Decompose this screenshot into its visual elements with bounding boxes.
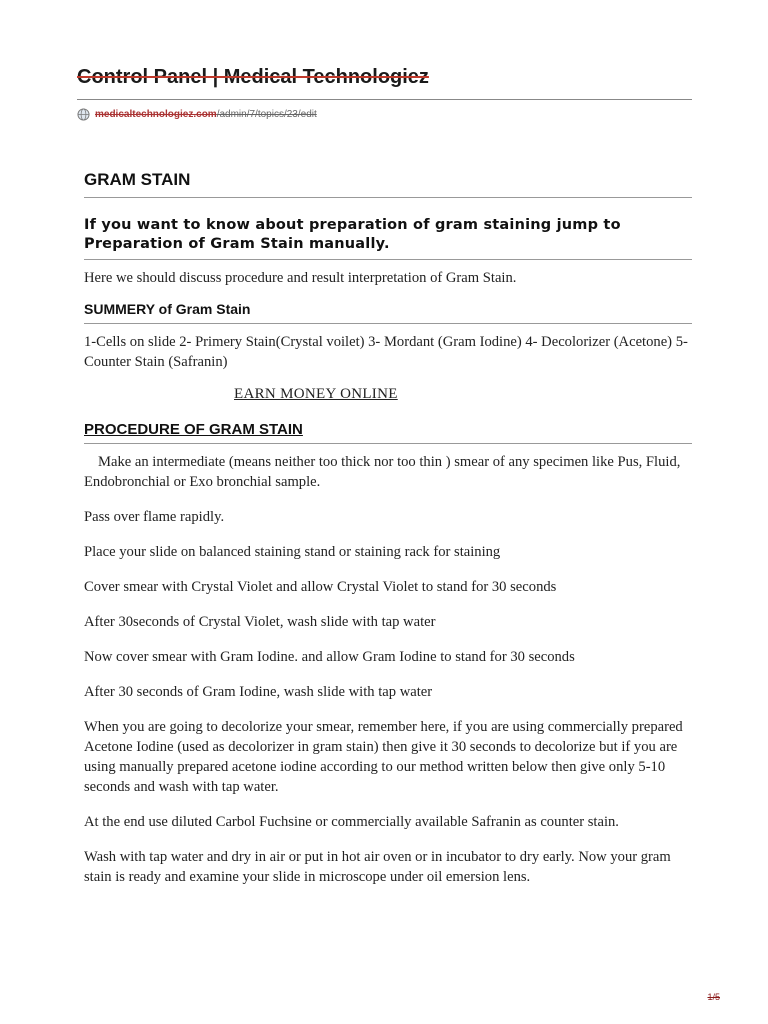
procedure-heading-text: PROCEDURE OF GRAM STAIN xyxy=(84,421,303,438)
page-number: 1/5 xyxy=(707,992,720,1002)
url-bar[interactable] xyxy=(77,106,317,122)
procedure-step: After 30seconds of Crystal Violet, wash slide with tap water xyxy=(84,614,436,630)
earn-money-link[interactable]: EARN MONEY ONLINE xyxy=(234,386,398,402)
url-path[interactable]: /admin/7/topics/23/edit xyxy=(216,108,317,120)
procedure-step: Place your slide on balanced staining stand or staining rack for staining xyxy=(84,544,501,560)
url-host[interactable]: medicaltechnologiez.com xyxy=(95,108,217,120)
globe-icon xyxy=(77,108,90,121)
summary-paragraph: 1-Cells on slide 2- Primery Stain(Crystal voilet) 3- Mordant (Gram Iodine) 4- Decolorizer (Acetone) 5- Counter Stain (Safranin) xyxy=(84,334,688,370)
procedure-heading xyxy=(84,421,692,444)
procedure-step: Pass over flame rapidly. xyxy=(84,509,225,525)
procedure-step: At the end use diluted Carbol Fuchsine or commercially available Safranin as counter stain. xyxy=(84,814,619,830)
procedure-step: Cover smear with Crystal Violet and allow Crystal Violet to stand for 30 seconds xyxy=(84,579,557,595)
procedure-step: After 30 seconds of Gram Iodine, wash slide with tap water xyxy=(84,684,433,700)
intro-heading[interactable]: If you want to know about preparation of gram staining jump to Preparation of Gram Stain manually. xyxy=(84,216,692,260)
procedure-step: Now cover smear with Gram Iodine. and allow Gram Iodine to stand for 30 seconds xyxy=(84,649,575,665)
header-divider xyxy=(77,99,692,100)
article-body xyxy=(84,170,692,887)
article-title: GRAM STAIN xyxy=(84,170,692,198)
page-header-title: Control Panel | Medical Technologiez xyxy=(77,66,429,88)
procedure-step: When you are going to decolorize your smear, remember here, if you are using commercially prepared Acetone Iodine (used as decolorizer in gram stain) then give it 30 seconds to decolorize but if you are using manually prepared acetone iodine according to our method written below then give only 5-10 seconds and wash with tap water. xyxy=(84,719,683,795)
summary-heading: SUMMERY of Gram Stain xyxy=(84,301,692,324)
intro-paragraph: Here we should discuss procedure and result interpretation of Gram Stain. xyxy=(84,270,517,286)
procedure-step: Wash with tap water and dry in air or put in hot air oven or in incubator to dry early. Now your gram stain is ready and examine your slide in microscope under oil emersion lens. xyxy=(84,849,671,885)
procedure-step: Make an intermediate (means neither too thick nor too thin ) smear of any specimen like Pus, Fluid, Endobronchial or Exo bronchial sample. xyxy=(84,454,681,490)
